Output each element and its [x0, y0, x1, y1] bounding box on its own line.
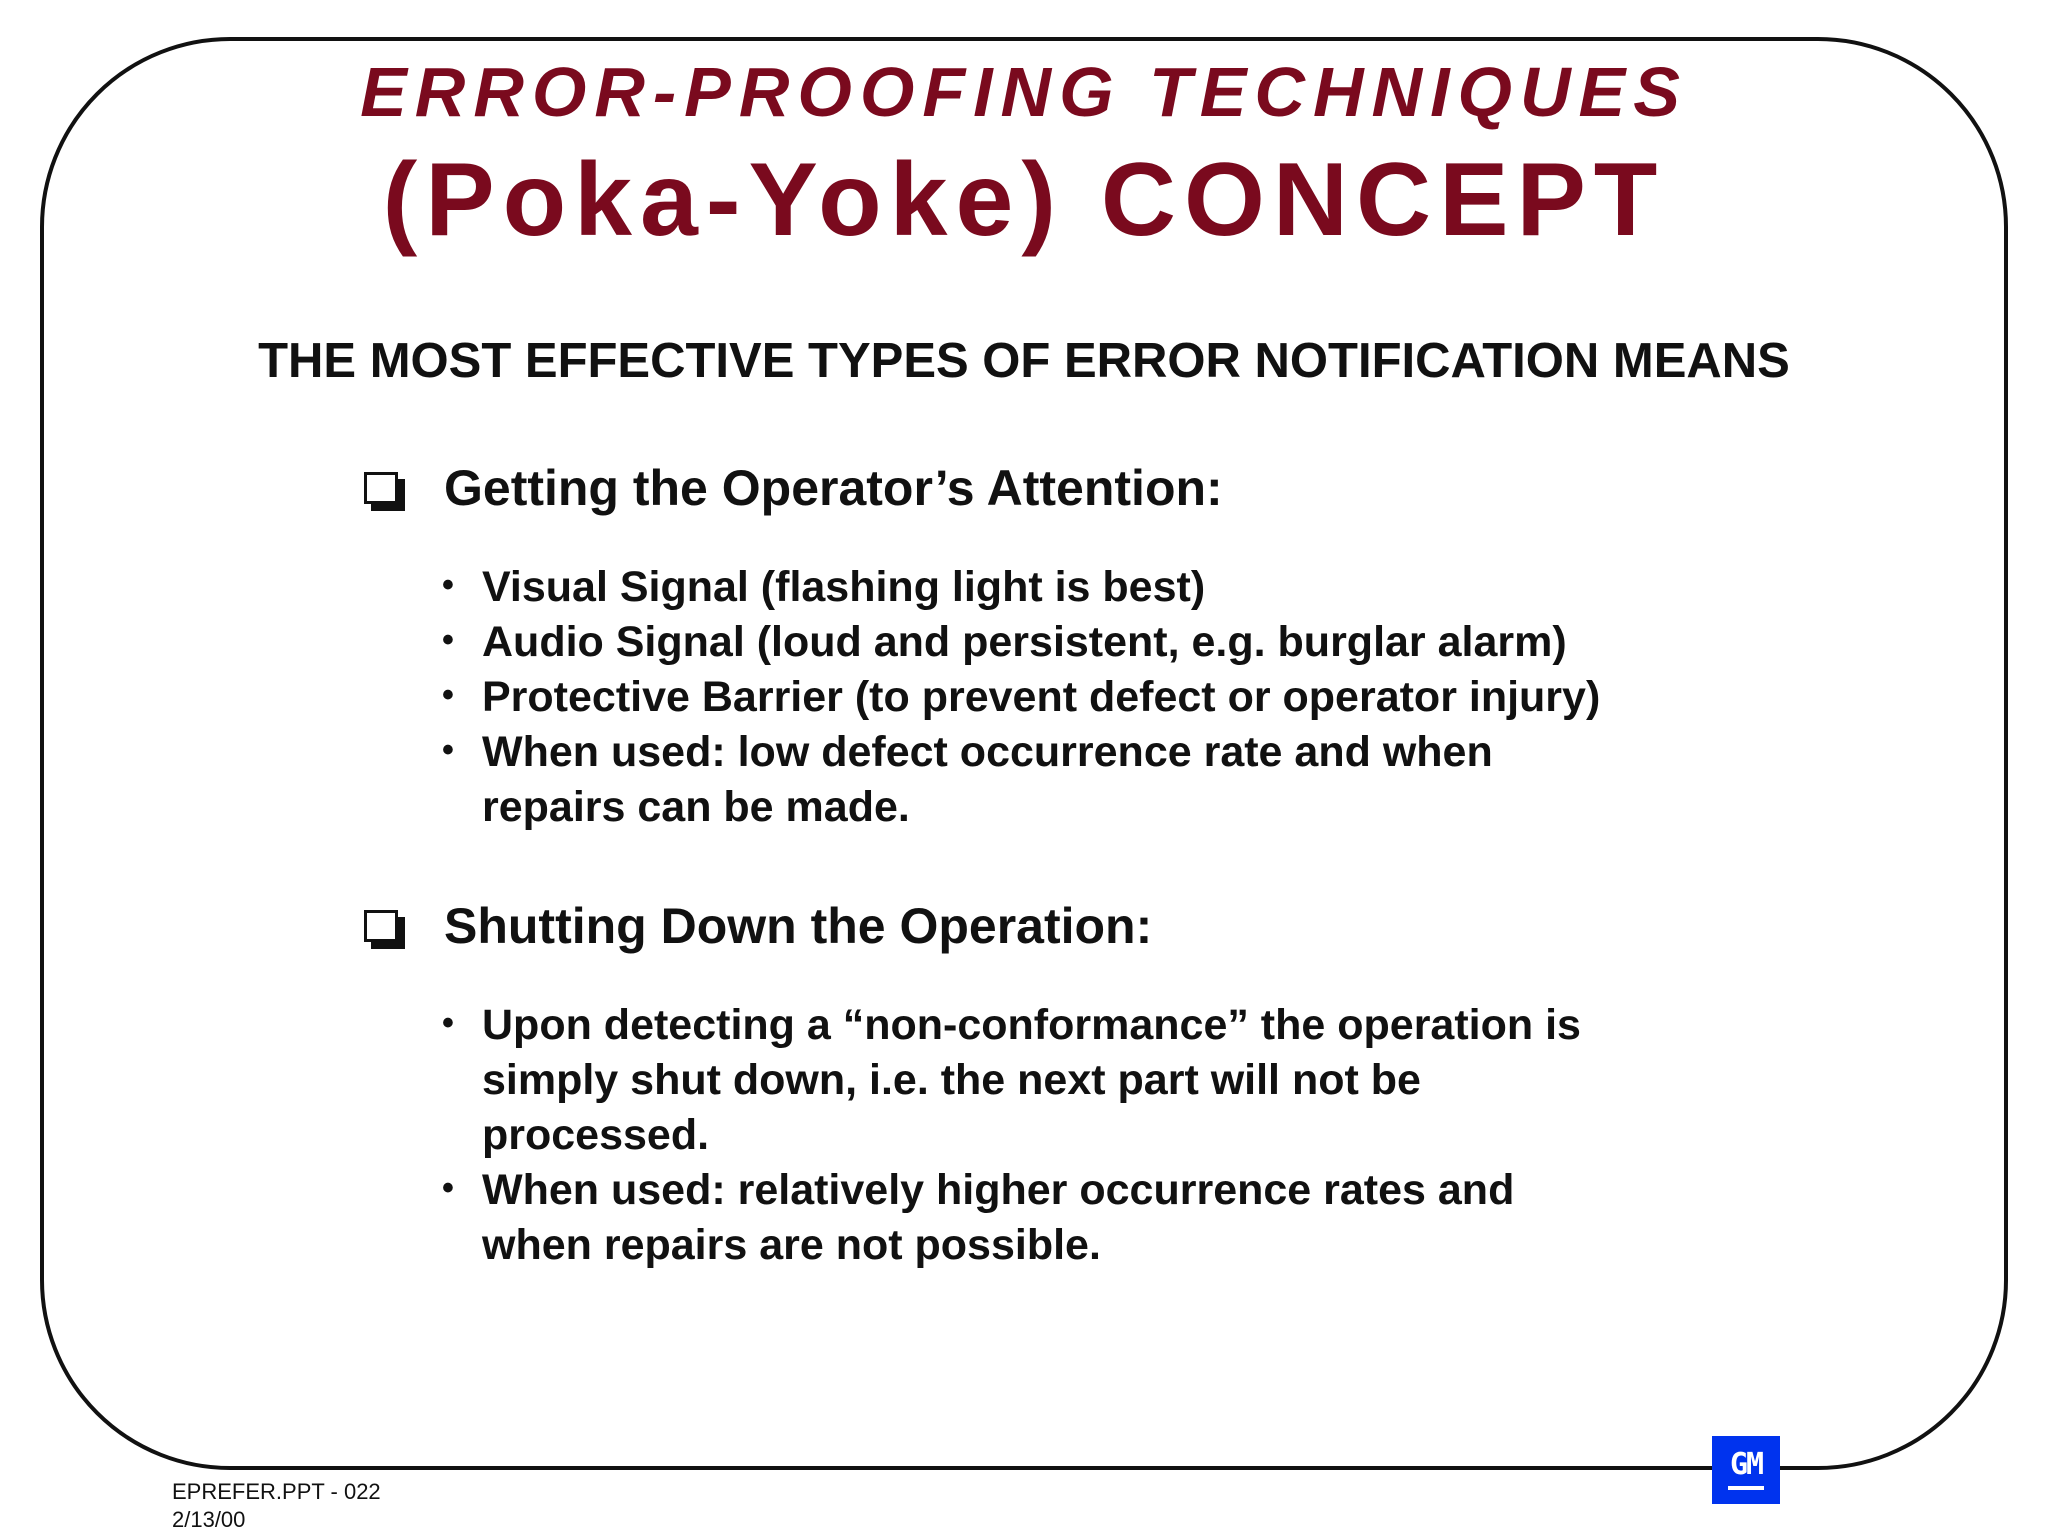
checkbox-bullet-icon — [364, 472, 398, 504]
bullet-dot-icon: • — [442, 1004, 454, 1042]
list-item: • When used: relatively higher occurrence rates and when repairs are not possible. — [442, 1163, 1612, 1273]
footer-file-code — [172, 1478, 381, 1534]
slide-subtitle-concept: (Poka-Yoke) CONCEPT — [382, 142, 1666, 258]
gm-logo-underline — [1728, 1486, 1764, 1490]
section-shutdown-label: Shutting Down the Operation: — [444, 898, 1153, 954]
bullet-dot-icon: • — [442, 1169, 454, 1207]
list-item: • Protective Barrier (to prevent defect or operator injury) — [442, 670, 1702, 725]
list-item: • Audio Signal (loud and persistent, e.g. burglar alarm) — [442, 615, 1702, 670]
footer-file-name: EPREFER.PPT - 022 — [172, 1479, 381, 1504]
list-item: • When used: low defect occurrence rate and when repairs can be made. — [442, 725, 1622, 835]
slide-title: ERROR-PROOFING TECHNIQUES — [360, 53, 1688, 131]
bullet-dot-icon: • — [442, 676, 454, 714]
gm-logo — [1712, 1436, 1780, 1504]
section-attention-label: Getting the Operator’s Attention: — [444, 460, 1223, 516]
attention-bullet-list — [442, 560, 1702, 835]
list-item: • Upon detecting a “non-conformance” the operation is simply shut down, i.e. the next part will not be processed. — [442, 998, 1622, 1163]
bullet-dot-icon: • — [442, 621, 454, 659]
bullet-dot-icon: • — [442, 731, 454, 769]
footer-date: 2/13/00 — [172, 1507, 246, 1532]
shutdown-bullet-list — [442, 998, 1622, 1273]
list-item: • Visual Signal (flashing light is best) — [442, 560, 1702, 615]
gm-logo-text: GM — [1729, 1447, 1763, 1482]
section-heading: THE MOST EFFECTIVE TYPES OF ERROR NOTIFICATION MEANS — [258, 334, 1790, 388]
bullet-dot-icon: • — [442, 566, 454, 604]
checkbox-bullet-icon — [364, 910, 398, 942]
